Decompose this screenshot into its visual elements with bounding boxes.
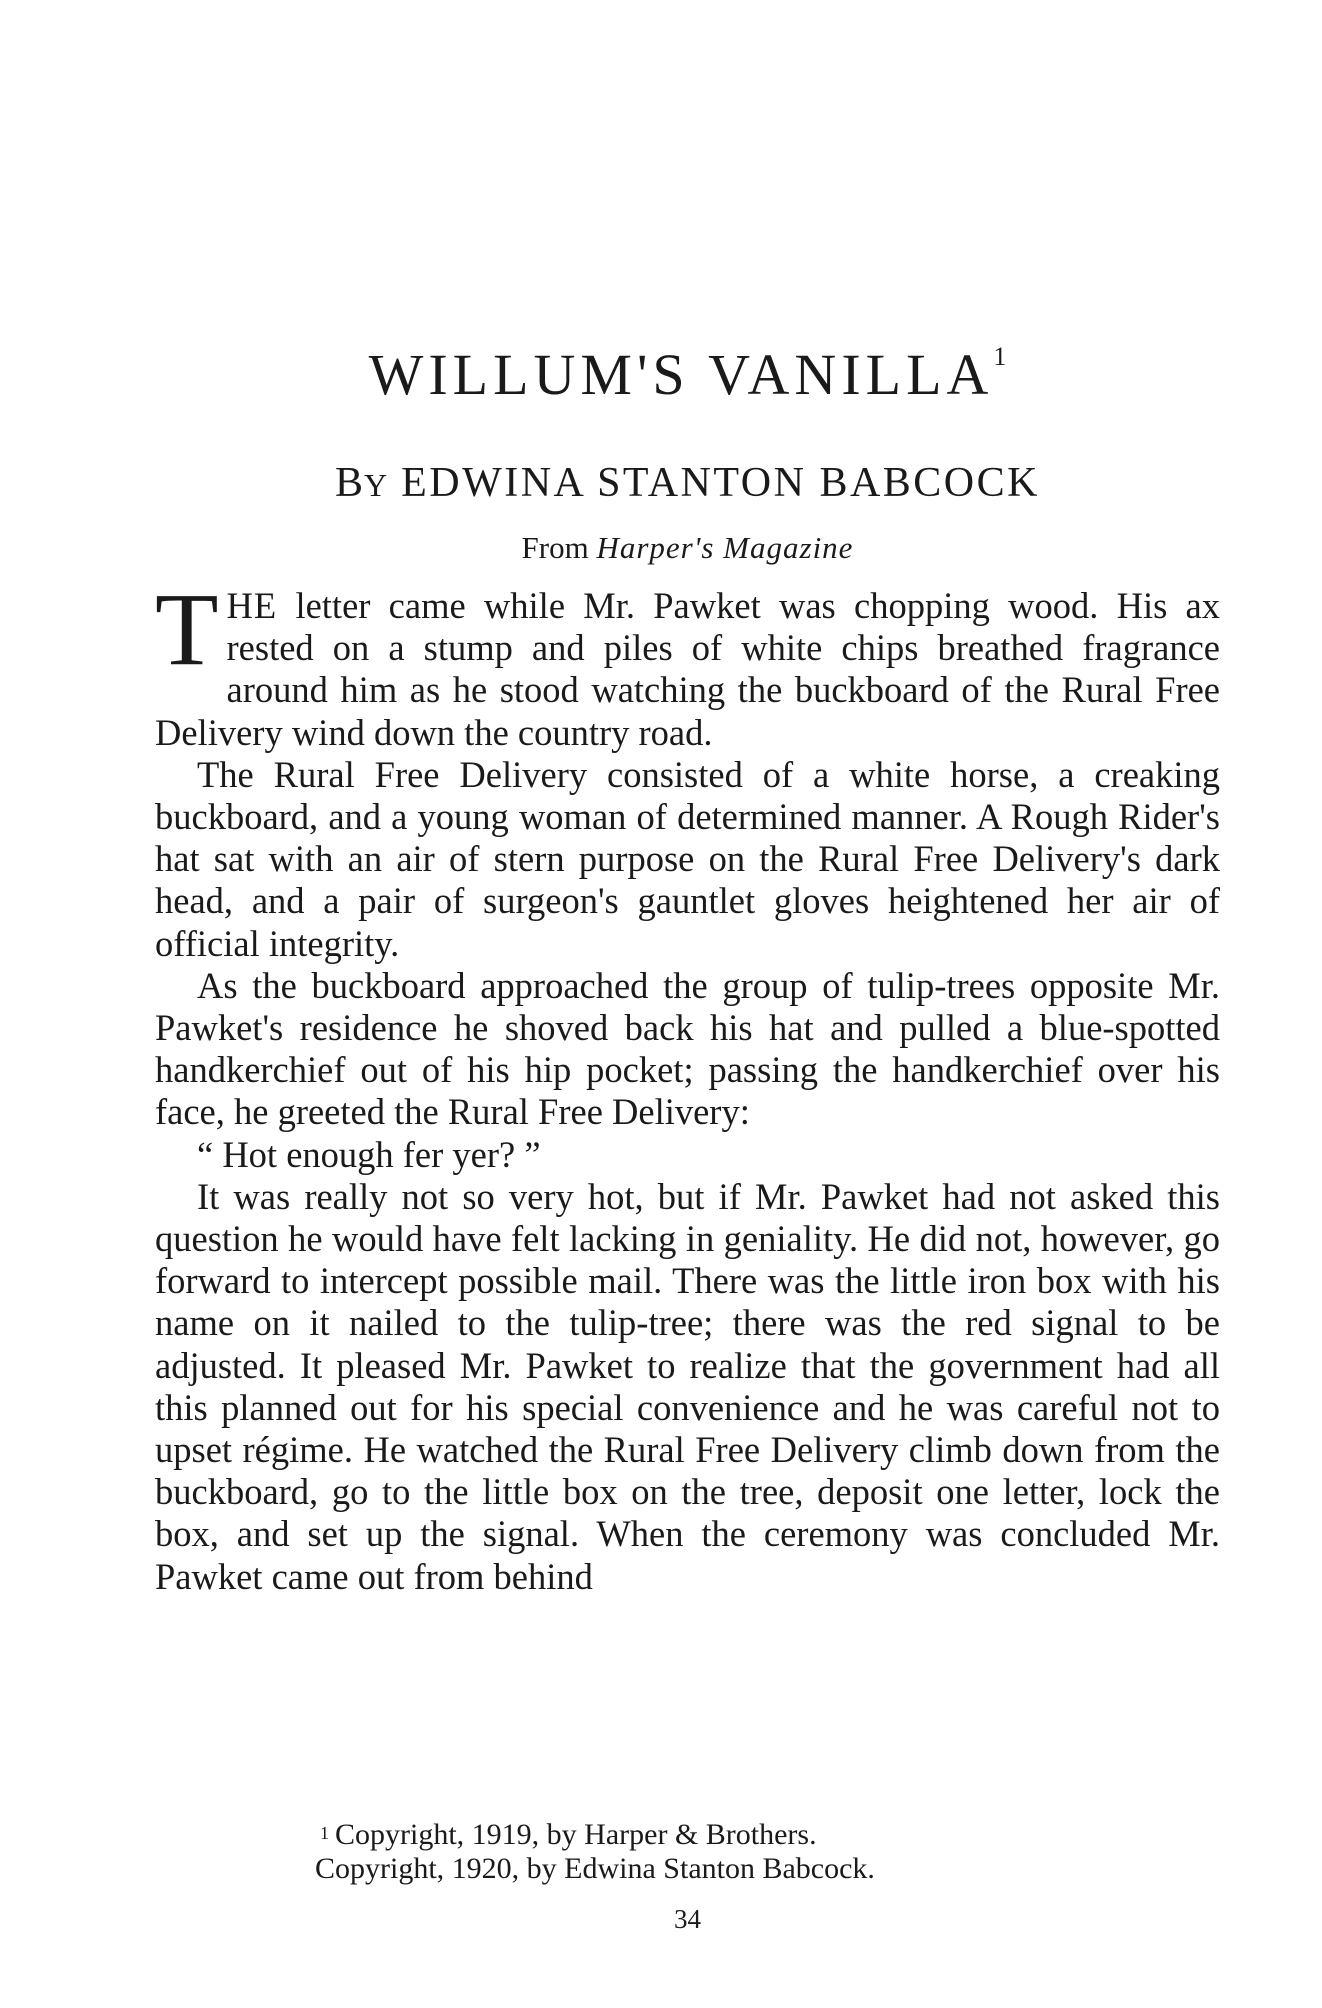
footnote-1-continued — [155, 1852, 1220, 1886]
source-publication: Harper's Magazine — [596, 530, 854, 565]
footnotes — [155, 1818, 1220, 1886]
footnote-line-1: Copyright, 1919, by Harper & Brothers. — [335, 1818, 817, 1851]
title-footnote-mark: 1 — [993, 342, 1007, 371]
drop-cap: T — [155, 572, 219, 687]
byline-prefix-y: Y — [364, 467, 389, 503]
byline-prefix-b: B — [334, 460, 364, 506]
source-line — [155, 532, 1220, 563]
paragraph-5: It was really not so very hot, but if Mr. Pawket had not asked this question he would have felt lacking in geniality. He did not, however, go forward to intercept possible mail. There was the little iron box with his name on it nailed to the tulip-tree; there was the red signal to be adjusted. It pleased Mr. Pawket to realize that the government had all this planned out for his special convenience and he was careful not to upset régime. He watched the Rural Free Delivery climb down from the buckboard, go to the little box on the tree, deposit one letter, lock the box, and set up the signal. When the ceremony was concluded Mr. Pawket came out from behind — [155, 1175, 1220, 1597]
story-body — [155, 572, 1220, 1598]
paragraph-2: The Rural Free Delivery consisted of a white horse, a creaking buckboard, and a young woman of determined manner. A Rough Rider's hat sat with an air of stern purpose on the Rural Free Delivery's dark head, and a pair of surgeon's gauntlet gloves heightened her air of official integrity. — [155, 753, 1220, 964]
page-number: 34 — [674, 1904, 701, 1934]
paragraph-3: As the buckboard approached the group of tulip-trees opposite Mr. Pawket's residence he shoved back his hat and pulled a blue-spotted handkerchief out of his hip pocket; passing the handkerchief over his face, he greeted the Rural Free Delivery: — [155, 964, 1220, 1133]
paragraph-1-text: letter came while Mr. Pawket was chopping wood. His ax rested on a stump and piles of white chips breathed fragrance around him as he stood watching the buckboard of the Rural Free Delivery wind down the country road. — [155, 585, 1220, 753]
footnote-1 — [155, 1818, 1220, 1852]
story-title-text: WILLUM'S VANILLA — [368, 342, 994, 407]
footnote-line-2: Copyright, 1920, by Edwina Stanton Babcock. — [315, 1852, 875, 1885]
book-page — [155, 0, 1220, 2008]
footnote-mark: 1 — [320, 1823, 329, 1843]
paragraph-1 — [155, 572, 1220, 754]
story-title — [155, 342, 1220, 407]
source-prefix: From — [521, 530, 589, 565]
first-word-lead: HE — [226, 585, 278, 626]
author-name: EDWINA STANTON BABCOCK — [401, 460, 1040, 506]
paragraph-4-dialogue: “ Hot enough fer yer? ” — [197, 1133, 541, 1175]
author-byline — [155, 462, 1220, 504]
byline-prefix — [335, 460, 388, 506]
